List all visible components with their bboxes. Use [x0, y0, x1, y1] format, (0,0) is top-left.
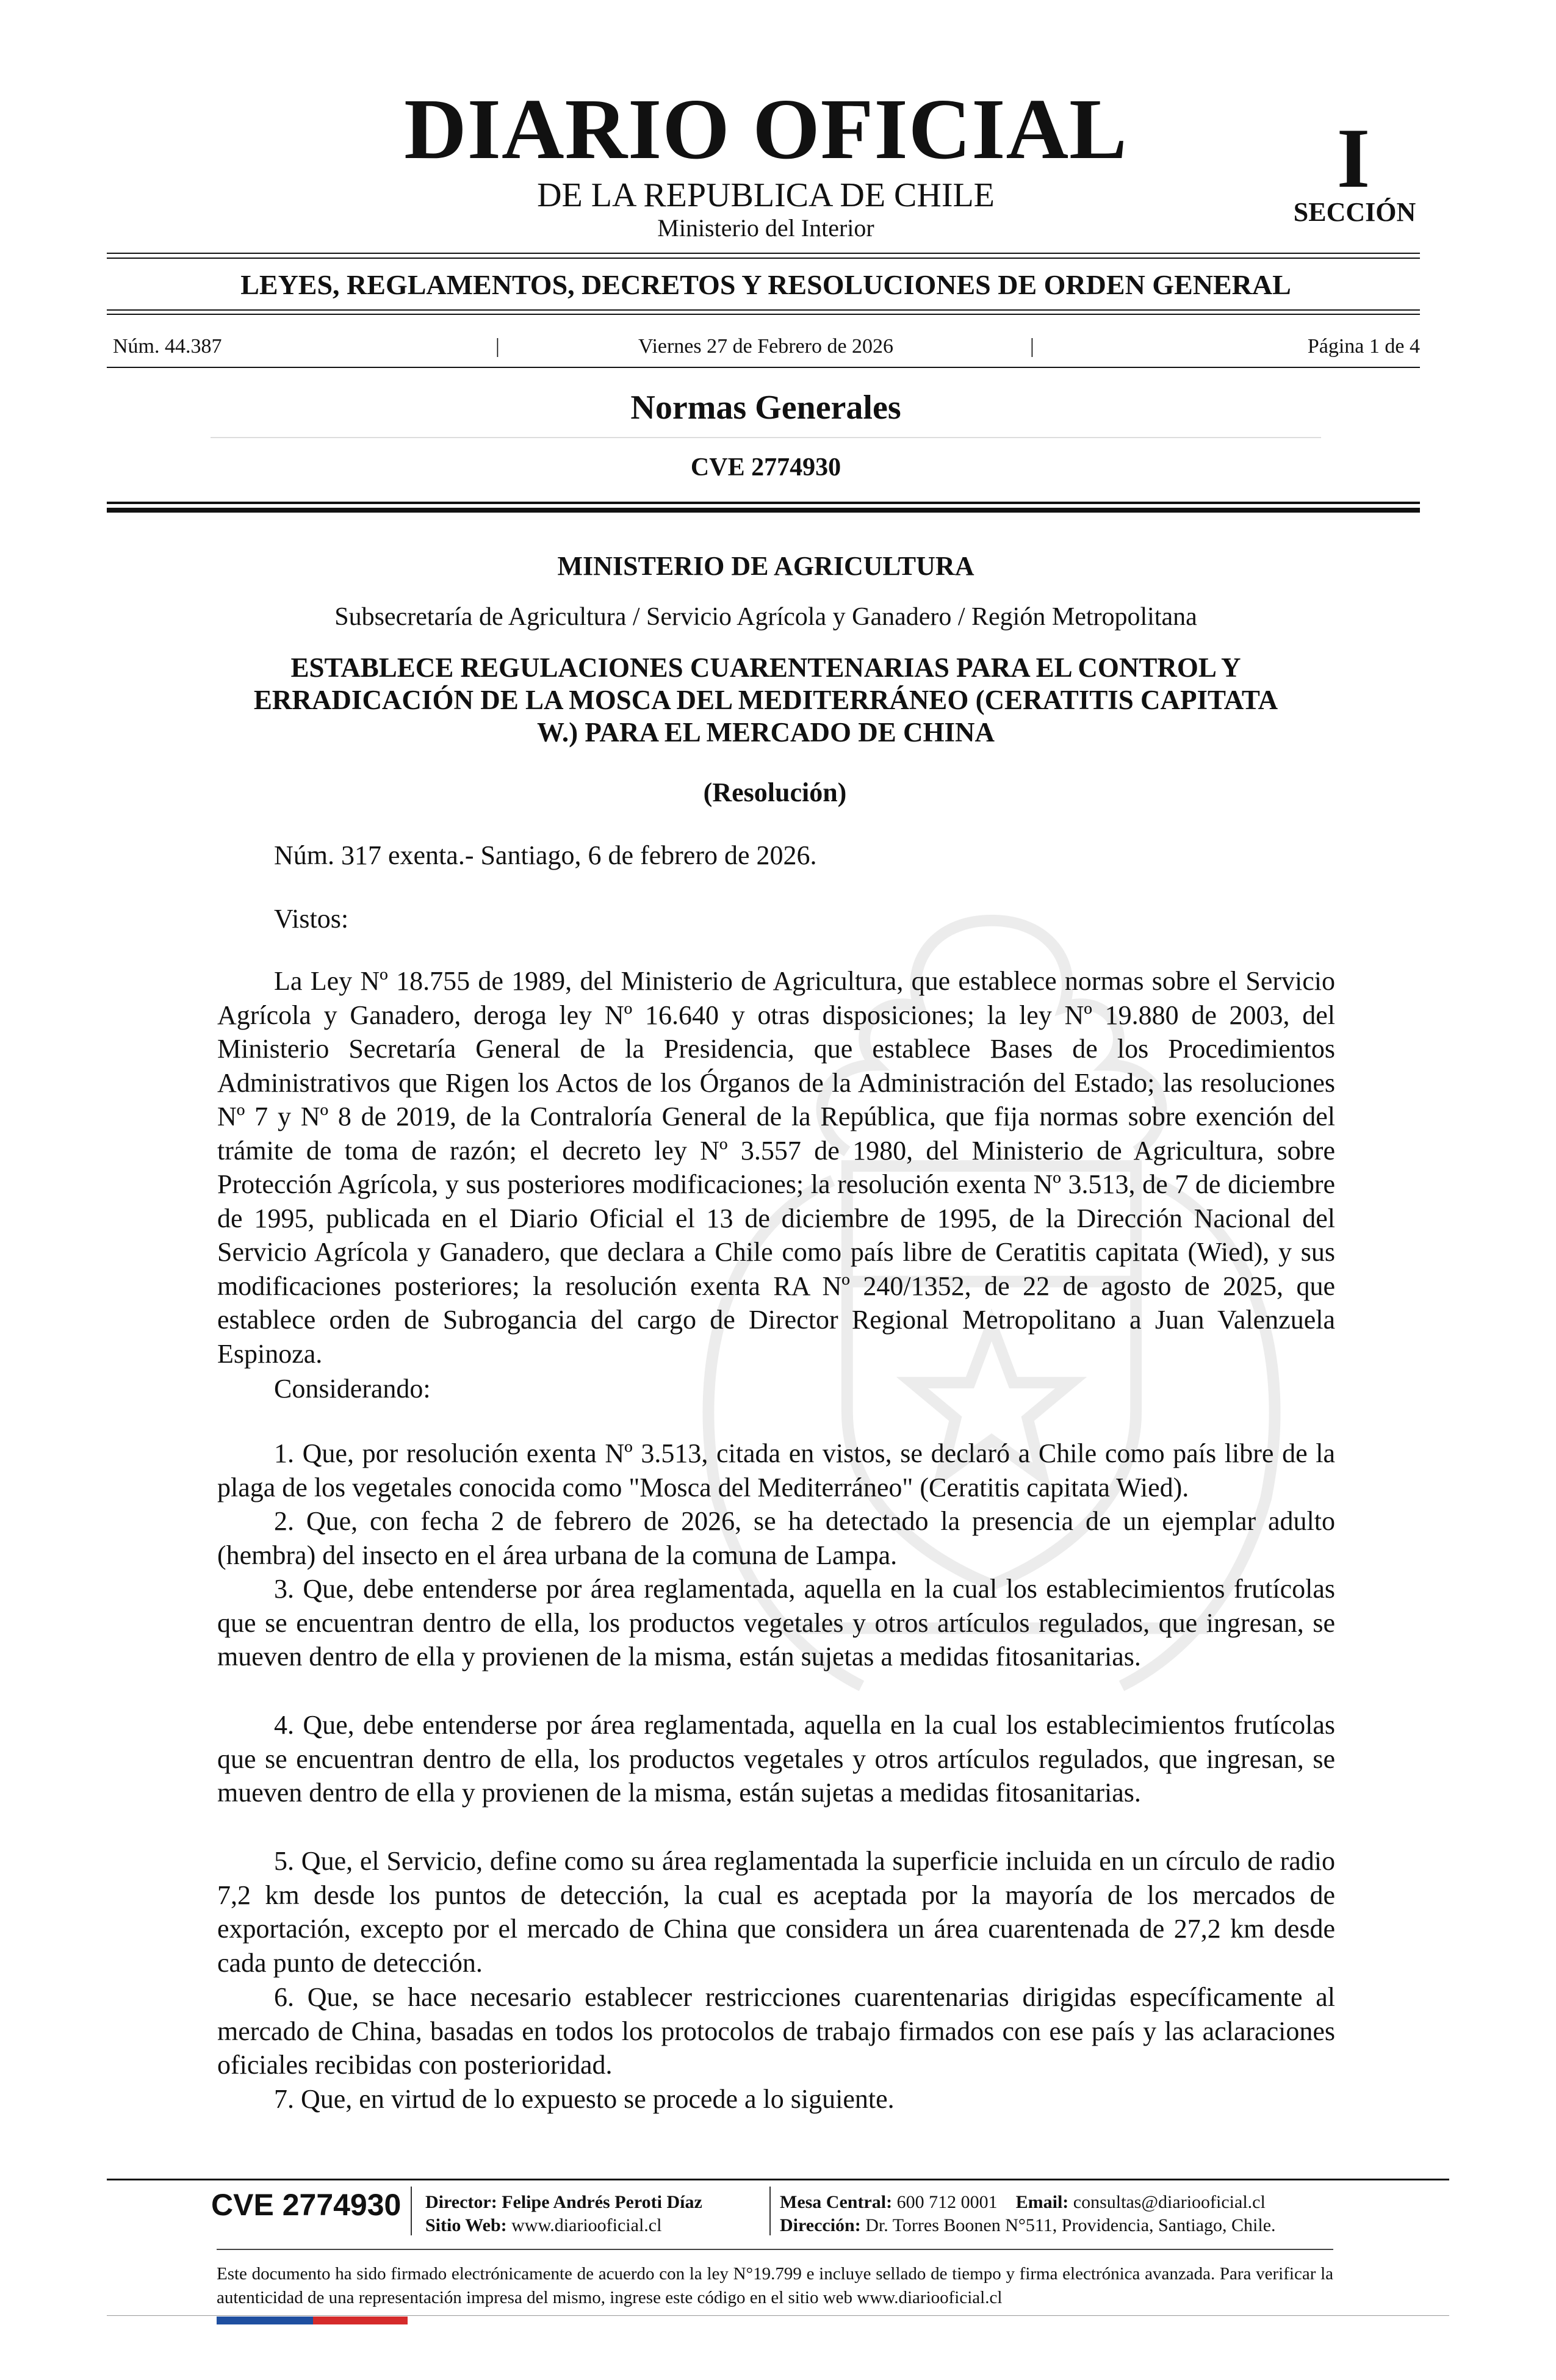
band-rule-2 — [107, 314, 1420, 315]
considerando-item: 1. Que, por resolución exenta Nº 3.513, citada en vistos, se declaró a Chile como país libre de la plaga de los vegetales conocida como "Mosca del Mediterráneo" (Ceratitis capitata Wied). — [217, 1438, 1335, 1502]
footer-contact — [780, 2193, 1266, 2212]
ministry-heading: MINISTERIO DE AGRICULTURA — [557, 551, 974, 581]
considerando-item: 5. Que, el Servicio, define como su área reglamentada la superficie incluida en un círculo de radio 7,2 km desde los puntos de detección, la cual es aceptada por la mayoría de los mercados de exportación, excepto por el mercado de China que considera un área cuarentenada de 27,2 km desde cada punto de detección. — [217, 1846, 1335, 1978]
resolution-title — [217, 652, 1315, 749]
resolution-title-line: W.) PARA EL MERCADO DE CHINA — [536, 717, 995, 748]
footer-separator — [769, 2187, 771, 2235]
vistos-paragraph: La Ley Nº 18.755 de 1989, del Ministerio de Agricultura, que establece normas sobre el Servicio Agrícola y Ganadero, deroga ley Nº 16.640 y otras disposiciones; la ley Nº 19.880 de 2003, del Ministerio Secretaría General de la Presidencia, que establece Bases de los Procedimientos Administrativos que Rigen los Actos de los Órganos de la Administración del Estado; las resoluciones Nº 7 y Nº 8 de 2019, de la Contraloría General de la República, que fija normas sobre exención del trámite de toma de razón; el decreto ley Nº 3.557 de 1980, del Ministerio de Agricultura, sobre Protección Agrícola, y sus posteriores modificaciones; la resolución exenta Nº 3.513, de 7 de diciembre de 1995, publicada en el Diario Oficial el 13 de diciembre de 1995, de la Dirección Nacional del Servicio Agrícola y Ganadero, que declara a Chile como país libre de Ceratitis capitata (Wied), y sus modificaciones posteriores; la resolución exenta RA Nº 240/1352, de 22 de agosto de 2025, que establece orden de Subrogancia del cargo de Director Regional Metropolitano a Juan Valenzuela Espinoza. — [217, 966, 1335, 1369]
cve-code: CVE 2774930 — [690, 453, 841, 481]
footer-website-label: Sitio Web: — [425, 2215, 507, 2235]
normas-divider — [211, 437, 1321, 438]
resolution-number-line: Núm. 317 exenta.- Santiago, 6 de febrero de 2026. — [274, 840, 817, 870]
footer-direccion-label: Dirección: — [780, 2215, 861, 2235]
flag-stripe-red — [313, 2317, 408, 2324]
footer-mesa-label: Mesa Central: — [780, 2192, 893, 2212]
header-rule-top — [107, 253, 1420, 254]
header-rule-top-2 — [107, 258, 1420, 259]
resolution-title-line: ERRADICACIÓN DE LA MOSCA DEL MEDITERRÁNEO (CERATITIS CAPITATA — [253, 685, 1278, 715]
section-label: SECCIÓN — [1293, 197, 1416, 227]
issue-number: Núm. 44.387 — [113, 335, 222, 358]
issue-separator: | — [495, 335, 500, 358]
footer-rule-mid — [217, 2249, 1333, 2250]
cve-rule-2 — [107, 508, 1420, 513]
footer-rule-bottom — [107, 2315, 1449, 2316]
considerando-item: 4. Que, debe entenderse por área reglamentada, aquella en la cual los establecimientos frutícolas que se encuentran dentro de ella, los productos vegetales y otros artículos regulados, que ingresan, se mueven dentro de ella y provienen de la misma, están sujetas a medidas fitosanitarias. — [217, 1710, 1335, 1808]
considerando-item: 2. Que, con fecha 2 de febrero de 2026, se ha detectado la presencia de un ejemplar adulto (hembra) del insecto en el área urbana de la comuna de Lampa. — [217, 1506, 1335, 1570]
issue-separator: | — [1030, 335, 1034, 358]
considerando-item: 3. Que, debe entenderse por área reglamentada, aquella en la cual los establecimientos frutícolas que se encuentran dentro de ella, los productos vegetales y otros artículos regulados, que ingresan, se mueven dentro de ella y provienen de la misma, están sujetas a medidas fitosanitarias. — [217, 1574, 1335, 1671]
section-numeral: I — [1336, 111, 1371, 206]
flag-stripe-blue — [217, 2317, 313, 2324]
footer-cve-code: CVE 2774930 — [211, 2188, 402, 2222]
issue-rule — [107, 367, 1420, 368]
footer-address — [780, 2216, 1276, 2235]
footer-director-label: Director: — [425, 2192, 497, 2212]
footer-mesa-value: 600 712 0001 — [896, 2192, 998, 2212]
footer-signature-note: Este documento ha sido firmado electrónicamente de acuerdo con la ley N°19.799 e incluye sellado de tiempo y firma electrónica avanzada. Para verificar la autenticidad de una representación impresa del mismo, ingrese este código en el sitio web www.diariooficial.cl — [217, 2264, 1333, 2307]
masthead-title: DIARIO OFICIAL — [404, 81, 1128, 177]
cve-rule-1 — [107, 502, 1420, 504]
footer-direccion-value: Dr. Torres Boonen N°511, Providencia, Santiago, Chile. — [865, 2215, 1276, 2235]
footer-director-value: Felipe Andrés Peroti Díaz — [502, 2192, 702, 2212]
footer-website-link[interactable]: www.diariooficial.cl — [511, 2215, 662, 2235]
resolution-type-label: (Resolución) — [703, 777, 847, 807]
footer-separator — [411, 2187, 412, 2235]
masthead-subtitle: DE LA REPUBLICA DE CHILE — [537, 176, 995, 214]
footer-email-link[interactable]: consultas@diariooficial.cl — [1073, 2192, 1266, 2212]
vistos-heading: Vistos: — [274, 904, 349, 934]
subsecretaria-line: Subsecretaría de Agricultura / Servicio Agrícola y Ganadero / Región Metropolitana — [334, 603, 1197, 631]
masthead-ministry: Ministerio del Interior — [657, 214, 874, 242]
considerando-item: 7. Que, en virtud de lo expuesto se procede a lo siguiente. — [274, 2084, 895, 2114]
band-rule-1 — [107, 309, 1420, 311]
section-band-title: LEYES, REGLAMENTOS, DECRETOS Y RESOLUCIONES DE ORDEN GENERAL — [240, 269, 1291, 300]
considerando-item: 6. Que, se hace necesario establecer restricciones cuarentenarias dirigidas específicamente al mercado de China, basadas en todos los protocolos de trabajo firmados con ese país y las aclaraciones oficiales recibidas con posterioridad. — [217, 1982, 1335, 2080]
footer-director — [425, 2193, 702, 2212]
normas-generales-title: Normas Generales — [630, 389, 901, 427]
issue-page: Página 1 de 4 — [1307, 335, 1420, 358]
considerando-heading: Considerando: — [274, 1374, 431, 1404]
footer-email-label: Email: — [1015, 2192, 1069, 2212]
footer-rule-top — [107, 2179, 1449, 2180]
footer-website — [425, 2216, 661, 2235]
resolution-title-line: ESTABLECE REGULACIONES CUARENTENARIAS PARA EL CONTROL Y — [290, 652, 1241, 683]
issue-date: Viernes 27 de Febrero de 2026 — [638, 335, 894, 358]
